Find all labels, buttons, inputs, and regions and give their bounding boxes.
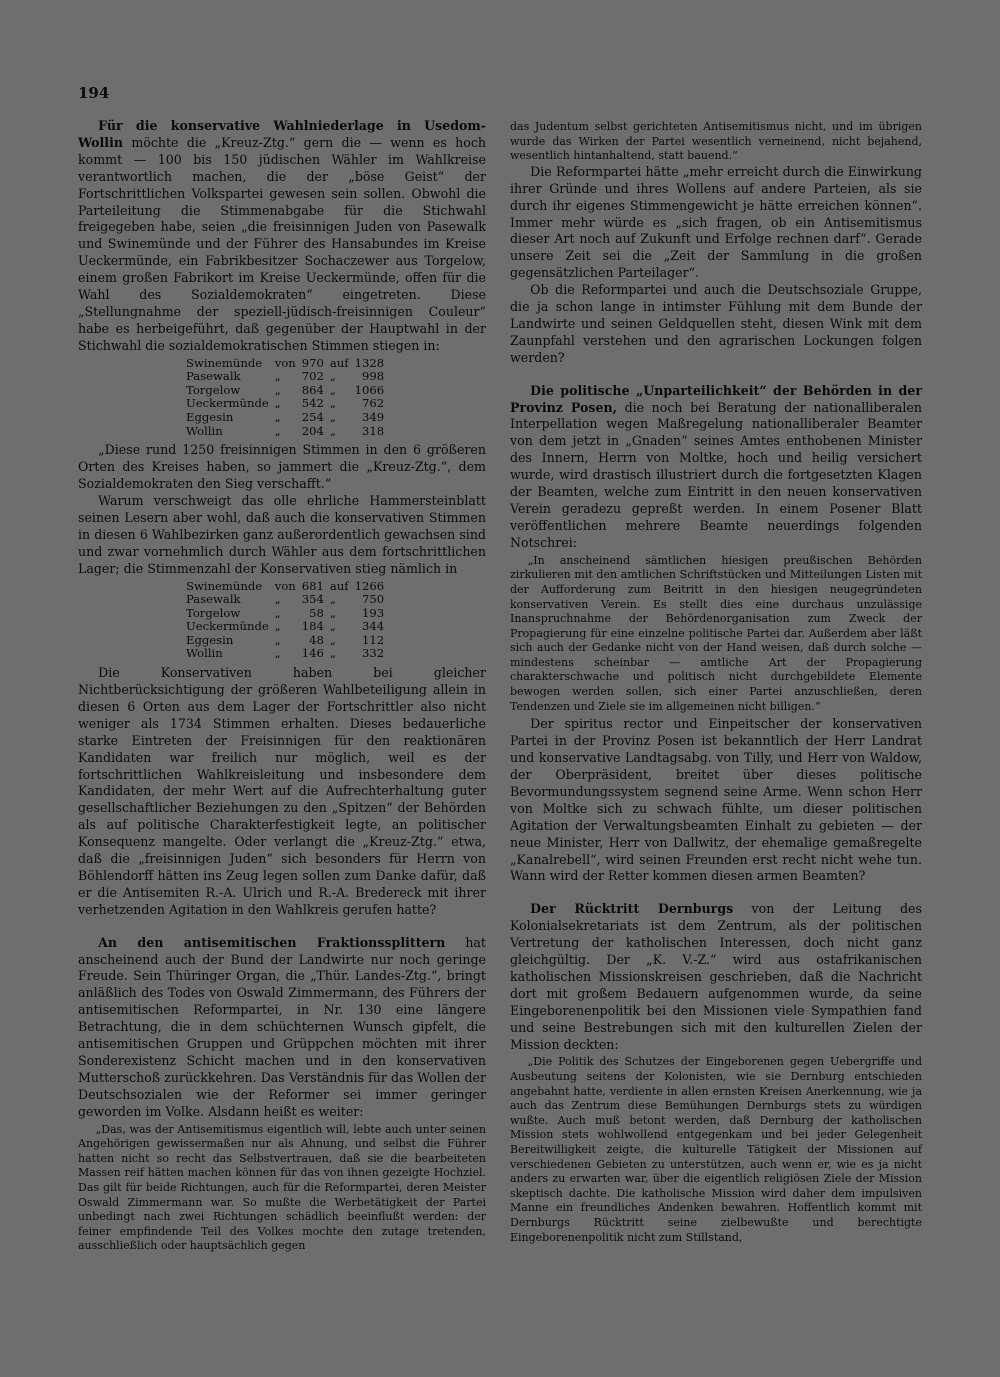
stats-sep: „ [274, 396, 281, 411]
article-dernburg-resignation [510, 901, 922, 1053]
stats-sep: „ [329, 605, 336, 620]
paragraph: Warum verschweigt das olle ehrliche Hammersteinblatt seinen Lesern aber wohl, daß auch die konservativen Stimmen in diesen 6 Wahlbezirken ganz außerordentlich gewachsen sind und zwar vornehmlich durch Wähler aus dem fortschrittlichen Lager; die Stimmenzahl der Konservativen stieg nämlich in [78, 492, 486, 576]
stats-value-to: 998 [361, 369, 385, 384]
quote-text: „Die Politik des Schutzes der Eingeborenen gegen Uebergriffe und Ausbeutung seitens der Kolonisten, wie sie Dernburg entschieden angebahnt hatte, verdiente in allen ernsten Kreisen Anerkennung, wie ja auch das Zentrum diese Bemühungen Dernburgs stets zu würdigen wußte. Auch muß betont werden, daß Dernburg der katholischen Mission stets wohlwollend entgegenkam und bei jeder Gelegenheit Bereitwilligkeit zeigte, die kulturelle Tätigkeit der Missionen auf verschiedenen Gebieten zu unterstützen, auch wenn er, wie es ja nicht anders zu erwarten war, über die eigentlich religiösen Ziele der Mission skeptisch dachte. Die katholische Mission wird daher dem impulsiven Manne ein freundliches Andenken bewahren. Hoffentlich kommt mit Dernburgs Rücktritt seine zielbewußte und berechtigte Eingeborenenpolitik nicht zum Stillstand, [510, 1055, 922, 1244]
stats-sep: „ [274, 369, 281, 384]
page-number: 194 [78, 84, 110, 102]
article-text: die noch bei Beratung der nationalliberalen Interpellation wegen Maßregelung nationalliberaler Beamter von dem jetzt in „Gnaden“ seines Amtes enthobenen Minister des Innern, Herrn von Moltke, hoch und heilig versichert wurde, wird drastisch illustriert durch die fortgesetzten Klagen der Beamten, welche zum Eintritt in den neuen konservativen Verein geradezu gepreßt werden. In einem Posener Blatt veröffentlichen mehrere Beamte neuerdings folgenden Notschrei: [510, 399, 922, 550]
stats-sep: von [274, 355, 296, 370]
stats-value-to: 349 [361, 410, 385, 425]
stats-sep: von [274, 578, 296, 593]
stats-sep: auf [329, 578, 349, 593]
stats-value-from: 681 [301, 578, 324, 593]
paragraph: Die Reformpartei hätte „mehr erreicht durch die Einwirkung ihrer Gründe und ihres Wollens auf andere Parteien, als sie durch ihr eigenes Stimmengewicht je hätte erreichen können“. Immer mehr würde es „sich fragen, ob ein Antisemitismus dieser Art noch auf Zukunft und Erfolge rechnen darf“. Gerade unsere Zeit sei die „Zeit der Sammlung in die großen gegensätzlichen Parteilager“. [510, 163, 922, 281]
stats-place: Pasewalk [186, 592, 241, 607]
block-quote [510, 1055, 922, 1245]
stats-value-to: 1266 [354, 578, 385, 593]
article-heading: Der Rücktritt Dernburgs [530, 901, 734, 917]
article-text: hat anscheinend auch der Bund der Landwirte nur noch geringe Freude. Sein Thüringer Organ, die „Thür. Landes-Ztg.“, bringt anläßlich des Todes von Oswald Zimmermann, des Führers der antisemitischen Reformpartei, in Nr. 130 eine längere Betrachtung, die in dem schüchternen Wunsch gipfelt, die antisemitischen Gruppen und Grüppchen möchten mit ihrer Sonderexistenz Schicht machen und in den konservativen Mutterschoß zurückkehren. Das Verständnis für das Wollen der Deutschsozialen wie der Reformer sei immer geringer geworden im Volke. Alsdann heißt es weiter: [78, 934, 486, 1119]
stats-place: Eggesin [186, 410, 234, 425]
article-antisemitic-factions [78, 935, 486, 1121]
stats-sep: „ [329, 396, 336, 411]
stats-sep: „ [329, 423, 336, 438]
stats-place: Pasewalk [186, 369, 241, 384]
quote-text: „Das, was der Antisemitismus eigentlich will, lebte auch unter seinen Angehörigen gewissermaßen nur als Ahnung, und selbst die Führer hatten nicht so recht das Selbstvertrauen, daß sie die bearbeiteten Massen reif hätten machen können für das von ihnen gezeigte Hochziel. Das gilt für beide Richtungen, auch für die Reformpartei, deren Meister Oswald Zimmermann war. So mußte die Werbetätigkeit der Partei unbedingt nach zwei Richtungen schädlich beeinflußt werden: der feiner empfindende Teil des Volkes mochte den zutage tretenden, ausschließlich oder hauptsächlich gegen [78, 1122, 486, 1253]
stats-value-to: 112 [361, 632, 385, 647]
right-column [510, 120, 922, 1247]
stats-sep: „ [329, 632, 336, 647]
stats-sep: „ [329, 646, 336, 661]
stats-value-to: 318 [361, 423, 385, 438]
stats-sep: „ [274, 592, 281, 607]
stats-value-to: 1328 [354, 355, 385, 370]
stats-value-from: 970 [301, 355, 324, 370]
stats-value-from: 354 [301, 592, 324, 607]
article-usedom-wollin [78, 118, 486, 355]
stats-value-to: 750 [361, 592, 385, 607]
stats-place: Wollin [186, 646, 223, 661]
paragraph: „Diese rund 1250 freisinnigen Stimmen in den 6 größeren Orten des Kreises haben, so jammert die „Kreuz-Ztg.“, dem Sozialdemokraten den Sieg verschafft.“ [78, 442, 486, 492]
article-heading: Für die konservative Wahlniederlage in Usedom-Wollin [78, 118, 486, 150]
stats-place: Torgelow [186, 605, 241, 620]
stats-value-from: 184 [301, 619, 324, 634]
article-text: von der Leitung des Kolonialsekretariats ist dem Zentrum, als der politischen Vertretung der katholischen Interessen, doch nicht ganz gleichgültig. Der „K. V.-Z.“ wird aus ostafrikanischen katholischen Missionskreisen geschrieben, daß die Nachricht dort mit großem Bedauern aufgenommen wurde, da seine Eingeborenenpolitik bei den Missionen viele Sympathien fand und seine Bestrebungen sich mit den kulturellen Zielen der Mission deckten: [510, 901, 922, 1052]
stats-value-to: 332 [361, 646, 385, 661]
stats-value-from: 864 [301, 382, 324, 397]
stats-sep: „ [274, 605, 281, 620]
stats-row [186, 384, 390, 398]
stats-row [186, 647, 390, 661]
stats-sep: „ [274, 410, 281, 425]
stats-sep: „ [329, 382, 336, 397]
stats-row [186, 370, 390, 384]
stats-value-from: 48 [309, 632, 324, 647]
stats-value-to: 762 [361, 396, 385, 411]
stats-place: Swinemünde [186, 355, 263, 370]
stats-value-from: 254 [301, 410, 324, 425]
stats-value-from: 204 [301, 423, 324, 438]
stats-row [186, 620, 390, 634]
quote-text: „In anscheinend sämtlichen hiesigen preußischen Behörden zirkulieren mit den amtlichen Schriftstücken und Mitteilungen Listen mit der Aufforderung zum Beitritt in den hiesigen neugegründeten konservativen Verein. Es stellt dies eine durchaus unzulässige Inanspruchnahme der Behördenorganisation zum Zweck der Propagierung für eine einzelne politische Partei dar. Außerdem aber läßt sich auch der Gedanke nicht von der Hand weisen, daß durch solche — mindestens scheinbar — amtliche Art der Propagierung charakterschwache und politisch nicht durchgebildete Elemente bewogen werden sollen, sich einer Partei anzuschließen, deren Tendenzen und Ziele sie im allgemeinen nicht billigen.“ [510, 553, 922, 713]
stats-sep: „ [329, 619, 336, 634]
stats-table-conservatives [186, 580, 390, 662]
stats-sep: „ [274, 382, 281, 397]
article-text: möchte die „Kreuz-Ztg.“ gern die — wenn es hoch kommt — 100 bis 150 jüdischen Wähler im Wahlkreise verantwortlich machen, die der „böse Geist“ der Fortschrittlichen Volkspartei gewesen sein sollen. Obwohl die Parteileitung die Stimmenabgabe für die Stichwahl freigegeben habe, seien „die freisinnigen Juden von Pasewalk und Swinemünde und der Führer des Hansabundes im Kreise Ueckermünde, ein Fabrikbesitzer Sochaczewer aus Torgelow, einem großen Fabrikort im Kreise Ueckermünde, offen für die Wahl des Sozialdemokraten“ eingetreten. Diese „Stellungnahme der speziell-jüdisch-freisinnigen Couleur“ habe es herbeigeführt, daß gegenüber der Hauptwahl in der Stichwahl die sozialdemokratischen Stimmen stiegen in: [78, 134, 486, 353]
stats-place: Ueckermünde [186, 396, 269, 411]
block-quote [510, 554, 922, 715]
stats-sep: auf [329, 355, 349, 370]
stats-table-social-democrats [186, 357, 390, 439]
paragraph: Die Konservativen haben bei gleicher Nichtberücksichtigung der größeren Wahlbeteiligung allein in diesen 6 Orten aus dem Lager der Fortschrittler also nicht weniger als 1734 Stimmen erhalten. Dieses bedauerliche starke Eintreten der Freisinnigen für den reaktionären Kandidaten war freilich nur möglich, weil es der fortschrittlichen Wahlkreisleitung und insbesondere dem Kandidaten, der mehr Wert auf die Aufrechterhaltung guter gesellschaftlicher Beziehungen zu den „Spitzen“ der Behörden als auf politische Charakterfestigkeit legte, an politischer Konsequenz mangelte. Oder verlangt die „Kreuz-Ztg.“ etwa, daß die „freisinnigen Juden“ sich besonders für Herrn von Böhlendorff hätten ins Zeug legen sollen zum Danke dafür, daß er die Antisemiten R.-A. Ulrich und R.-A. Bredereck mit ihrer verhetzenden Agitation in den Wahlkreis gerufen hatte? [78, 665, 486, 917]
paragraph: das Judentum selbst gerichteten Antisemitismus nicht, und im übrigen wurde das Wirken der Partei wesentlich verneinend, nicht bejahend, wesentlich hintanhaltend, statt bauend.“ [510, 120, 922, 163]
block-quote [78, 1123, 486, 1254]
stats-row [186, 580, 390, 594]
left-column [78, 118, 486, 1256]
stats-value-to: 193 [361, 605, 385, 620]
article-heading: An den antisemitischen Fraktionssplittern [98, 934, 446, 950]
stats-value-from: 542 [301, 396, 324, 411]
stats-place: Eggesin [186, 632, 234, 647]
stats-value-to: 344 [361, 619, 385, 634]
stats-row [186, 425, 390, 439]
stats-sep: „ [329, 410, 336, 425]
stats-place: Wollin [186, 423, 223, 438]
stats-value-from: 58 [309, 605, 324, 620]
stats-value-from: 702 [301, 369, 324, 384]
article-heading: Die politische „Unparteilichkeit“ der Behörden in der Provinz Posen, [510, 382, 922, 415]
paragraph: Ob die Reformpartei und auch die Deutschsoziale Gruppe, die ja schon lange in intimster Fühlung mit dem Bunde der Landwirte und seinen Geldquellen steht, diesen Wink mit dem Zaunpfahl verstehen und den agrarischen Lockungen folgen werden? [510, 282, 922, 365]
stats-row [186, 397, 390, 411]
stats-row [186, 607, 390, 621]
paragraph: Der spiritus rector und Einpeitscher der konservativen Partei in der Provinz Posen ist bekanntlich der Herr Landrat und konservative Landtagsabg. von Tilly, und Herr von Waldow, der Oberpräsident, breitet über dieses politische Bevormundungssystem segnend seine Arme. Wenn schon Herr von Moltke sich zu schwach fühlte, um dieser politischen Agitation der Verwaltungsbeamten Einhalt zu gebieten — der neue Minister, Herr von Dallwitz, der ehemalige gemaßregelte „Kanalrebell“, wird seinen Freunden erst recht nicht wehe tun. Wann wird der Retter kommen diesen armen Beamten? [510, 716, 922, 884]
stats-value-to: 1066 [354, 382, 385, 397]
stats-place: Torgelow [186, 382, 241, 397]
stats-sep: „ [329, 592, 336, 607]
article-posen-authorities [510, 383, 922, 552]
stats-sep: „ [274, 423, 281, 438]
stats-row [186, 593, 390, 607]
stats-row [186, 634, 390, 648]
stats-row [186, 357, 390, 371]
stats-sep: „ [274, 619, 281, 634]
stats-row [186, 411, 390, 425]
stats-place: Swinemünde [186, 578, 263, 593]
stats-sep: „ [329, 369, 336, 384]
stats-sep: „ [274, 646, 281, 661]
stats-value-from: 146 [301, 646, 324, 661]
stats-sep: „ [274, 632, 281, 647]
stats-place: Ueckermünde [186, 619, 269, 634]
